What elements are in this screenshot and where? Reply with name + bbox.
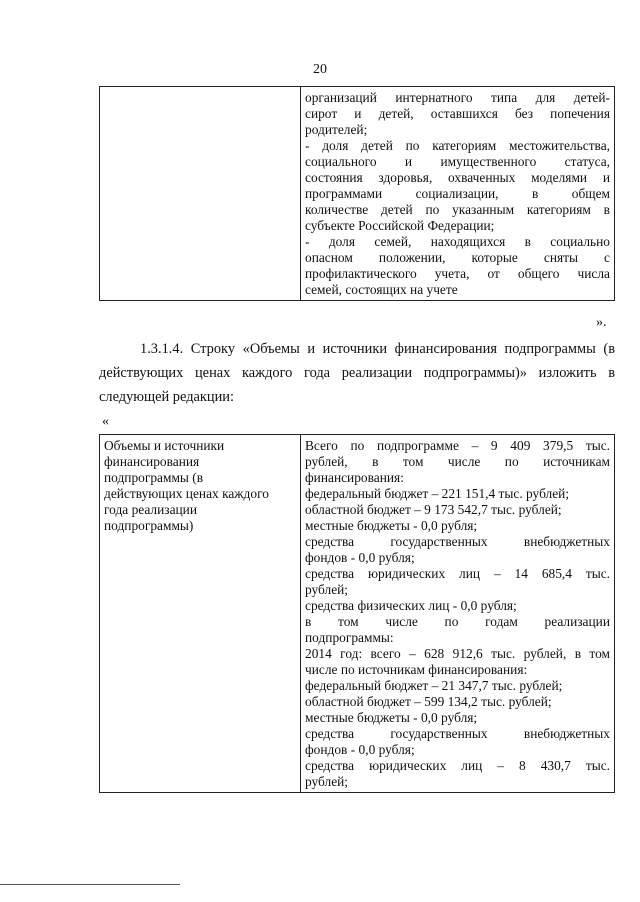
closing-quote: ». [596,315,607,330]
text-line: Объемы и источники [104,438,225,453]
text-line: областной бюджет – 9 173 542,7 тыс. рублей; [305,502,562,517]
text-line: состояния здоровья, охваченных моделями и [305,170,610,185]
text-line: социального и имущественного статуса, [305,154,610,169]
text-line: областной бюджет – 599 134,2 тыс. рублей; [305,694,552,709]
text-line: средства физических лиц - 0,0 рубля; [305,598,517,613]
text-line: фондов - 0,0 рубля; [305,550,415,565]
text-line: - доля детей по категориям местожительства, [305,138,610,153]
text-line: рублей; [305,582,349,597]
text-line: средства государственных внебюджетных [305,534,610,549]
paragraph-line: 1.3.1.4. Строку «Объемы и источники финансирования подпрограммы (в [140,341,615,357]
text-line: местные бюджеты - 0,0 рубля; [305,518,478,533]
text-line: федеральный бюджет – 21 347,7 тыс. рублей; [305,678,563,693]
text-line: федеральный бюджет – 221 151,4 тыс. рублей; [305,486,570,501]
text-line: количестве детей по указанным категориям в [305,202,610,217]
financing-table [99,434,615,793]
text-line: опасном положении, которые сняты с [305,250,610,265]
text-line: семей, состоящих на учете [305,282,458,297]
text-line: действующих ценах каждого [104,486,269,501]
table-row [100,87,615,301]
text-line: подпрограммы (в [104,470,204,485]
text-line: родителей; [305,122,368,137]
text-line: фондов - 0,0 рубля; [305,742,415,757]
text-line: года реализации [104,502,198,517]
text-line: программами социализации, в общем [305,186,610,201]
paragraph-line: следующей редакции: [99,389,234,405]
text-line: числе по источникам финансирования: [305,662,528,677]
text-line: рублей; [305,774,349,789]
text-line: субъекте Российской Федерации; [305,218,495,233]
text-line: подпрограммы) [104,518,194,533]
text-line: средства юридических лиц – 8 430,7 тыс. [305,758,610,773]
opening-quote: « [102,414,109,429]
text-line: в том числе по годам реализации [305,614,610,629]
text-line: средства юридических лиц – 14 685,4 тыс. [305,566,610,581]
table-cell-left [100,87,301,301]
table-cell-right [301,435,615,793]
text-line: финансирования: [305,470,404,485]
table-cell-left [100,435,301,793]
text-line: Всего по подпрограмме – 9 409 379,5 тыс. [305,438,610,453]
page-number: 20 [313,62,327,77]
text-line: - доля семей, находящихся в социально [305,234,610,249]
amendment-paragraph [99,337,615,409]
continuation-table [99,86,615,301]
text-line: рублей, в том числе по источникам [305,454,610,469]
text-line: 2014 год: всего – 628 912,6 тыс. рублей, в том [305,646,610,661]
footer-rule [0,884,180,885]
text-line: местные бюджеты - 0,0 рубля; [305,710,478,725]
text-line: организаций интернатного типа для детей- [305,90,610,105]
text-line: подпрограммы: [305,630,394,645]
table-cell-right [301,87,615,301]
table-row [100,435,615,793]
text-line: сирот и детей, оставшихся без попечения [305,106,610,121]
text-line: финансирования [104,454,200,469]
paragraph-line: действующих ценах каждого года реализации подпрограммы)» изложить в [99,365,615,381]
text-line: средства государственных внебюджетных [305,726,610,741]
text-line: профилактического учета, от общего числа [305,266,610,281]
